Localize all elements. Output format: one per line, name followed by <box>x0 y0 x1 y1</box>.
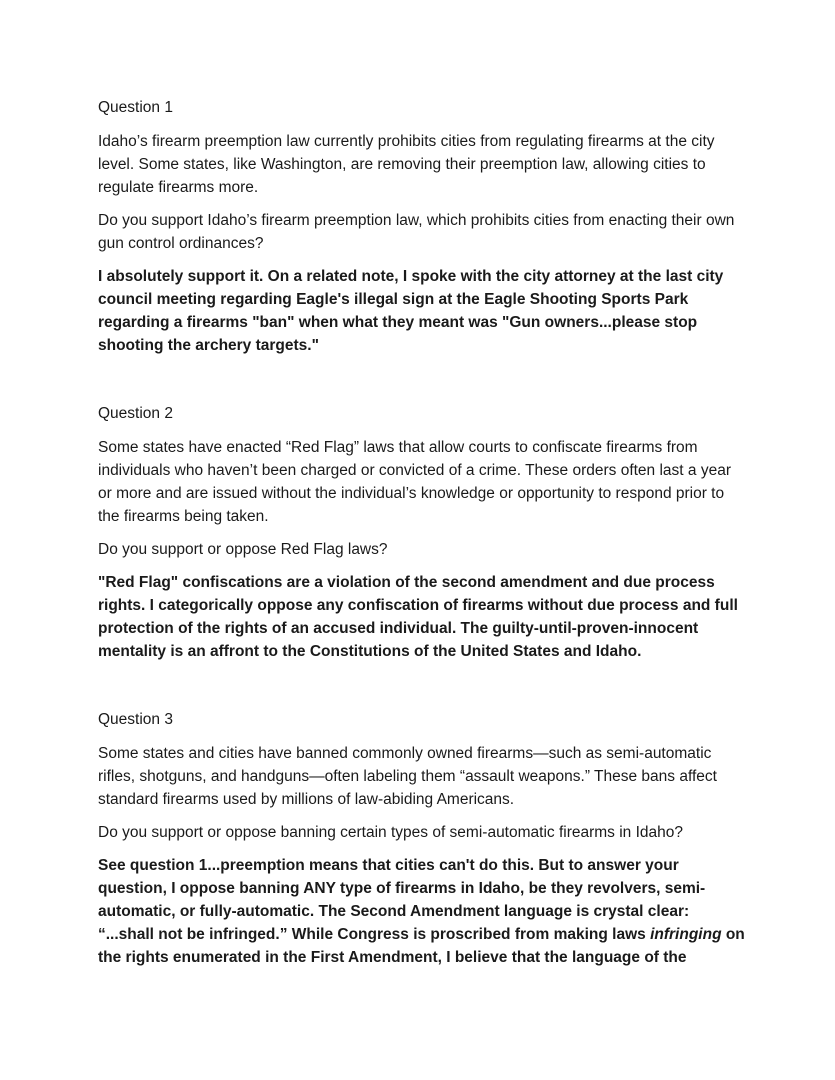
question-3-answer <box>98 854 748 969</box>
question-2-answer: "Red Flag" confiscations are a violation of the second amendment and due process rights. I categorically oppose any confiscation of firearms without due process and full protection of the rights of an accused individual. The guilty-until-proven-innocent mentality is an affront to the Constitutions of the United States and Idaho. <box>98 574 738 660</box>
question-1-answer: I absolutely support it. On a related note, I spoke with the city attorney at the last city council meeting regarding Eagle's illegal sign at the Eagle Shooting Sports Park regarding a firearms "ban" when what they meant was "Gun owners...please stop shooting the archery targets." <box>98 268 724 354</box>
question-2-context: Some states have enacted “Red Flag” laws that allow courts to confiscate firearms from individuals who haven’t been charged or convicted of a crime. These orders often last a year or more and are issued without the individual’s knowledge or opportunity to respond prior to the firearms being taken. <box>98 439 731 525</box>
question-3-context: Some states and cities have banned commonly owned firearms—such as semi-automatic rifles, shotguns, and handguns—often labeling them “assault weapons.” These bans affect standard firearms used by millions of law-abiding Americans. <box>98 745 717 808</box>
document-page <box>98 96 748 969</box>
question-1-block <box>98 96 748 357</box>
question-3-answer-part2: on the rights enumerated in the First Amendment, I believe that the language of the <box>98 926 745 966</box>
question-2-heading: Question 2 <box>98 405 173 422</box>
question-1-heading: Question 1 <box>98 99 173 116</box>
question-3-answer-part1: See question 1...preemption means that cities can't do this. But to answer your question, I oppose banning ANY type of firearms in Idaho, be they revolvers, semi-automatic, or fully-automatic. The Second Amendment language is crystal clear: “...shall not be infringed.” While Congress is proscribed from making laws <box>98 857 706 943</box>
question-3-heading: Question 3 <box>98 711 173 728</box>
question-3-answer-emphasis: infringing <box>650 926 722 943</box>
question-2-block <box>98 402 748 663</box>
question-3-block <box>98 708 748 969</box>
question-2-prompt: Do you support or oppose Red Flag laws? <box>98 541 388 558</box>
question-1-context: Idaho’s firearm preemption law currently prohibits cities from regulating firearms at the city level. Some states, like Washington, are removing their preemption law, allowing cities to regulate firearms more. <box>98 133 715 196</box>
question-1-prompt: Do you support Idaho’s firearm preemption law, which prohibits cities from enacting their own gun control ordinances? <box>98 212 735 252</box>
question-3-prompt: Do you support or oppose banning certain types of semi-automatic firearms in Idaho? <box>98 824 684 841</box>
